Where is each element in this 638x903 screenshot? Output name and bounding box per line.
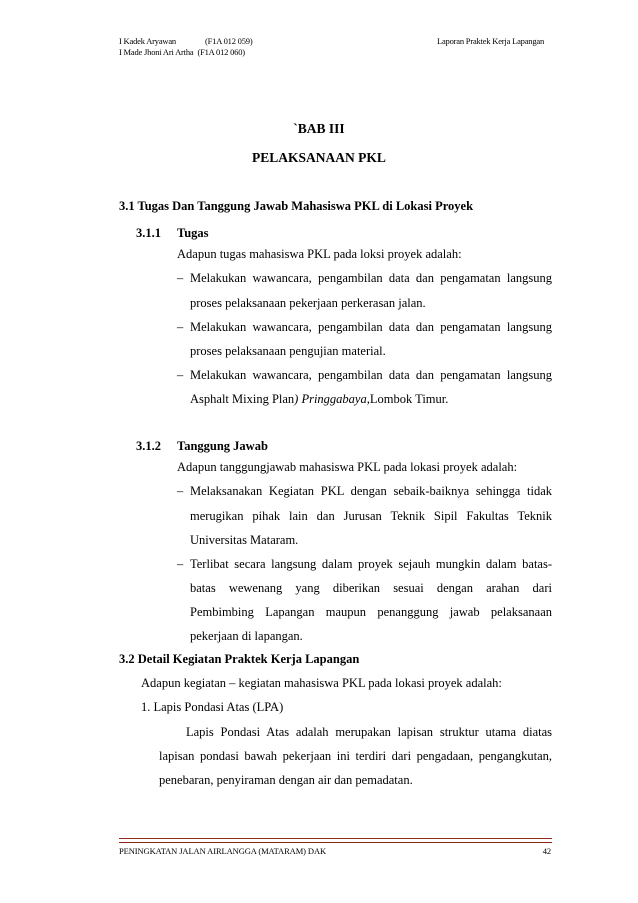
list-item-line: Melaksanakan Kegiatan PKL dengan sebaik-baiknya sehingga tidak [190, 484, 552, 498]
subsection-intro: Adapun tanggungjawab mahasiswa PKL pada lokasi proyek adalah: [177, 460, 518, 474]
list-item-line: Melakukan wawancara, pengambilan data dan pengamatan langsung [190, 271, 552, 285]
list-item-line: Terlibat secara langsung dalam proyek sejauh mungkin dalam batas- [190, 557, 552, 571]
list-item-line: proses pelaksanaan pengujian material. [190, 344, 386, 358]
author-row [119, 47, 419, 58]
text-segment [190, 392, 448, 407]
paragraph-line: penebaran, penyiraman dengan air dan pemadatan. [159, 773, 413, 787]
chapter-number: `BAB III [293, 121, 345, 136]
list-bullet: – [177, 368, 184, 382]
list-item-line: Melakukan wawancara, pengambilan data dan pengamatan langsung [190, 368, 552, 382]
list-item-line: proses pelaksanaan pekerjaan perkerasan jalan. [190, 296, 426, 310]
italic-term: ) Pringgabaya, [294, 392, 370, 406]
author-name: I Kadek Aryawan [119, 36, 176, 46]
numbered-item-title: 1. Lapis Pondasi Atas (LPA) [141, 700, 284, 714]
chapter-title: PELAKSANAAN PKL [252, 150, 386, 165]
header-authors [119, 36, 419, 58]
text-segment: Lombok Timur. [369, 392, 449, 406]
paragraph-line: lapisan pondasi bawah pekerjaan ini terdiri dari pengadaan, pengangkutan, [159, 749, 552, 763]
list-item-line: Universitas Mataram. [190, 533, 299, 547]
subsection-number: 3.1.2 [136, 439, 161, 453]
header-report-title: Laporan Praktek Kerja Lapangan [436, 36, 544, 46]
list-item-line: Pembimbing Lapangan maupun penanggung jawab pelaksanaan [190, 605, 552, 619]
list-bullet: – [177, 484, 184, 498]
paragraph-line: Lapis Pondasi Atas adalah merupakan lapisan struktur utama diatas [186, 725, 552, 739]
list-item-line: pekerjaan di lapangan. [190, 629, 303, 643]
section-heading-3-2: 3.2 Detail Kegiatan Praktek Kerja Lapangan [119, 652, 360, 666]
author-name: I Made Jhoni Ari Artha [119, 47, 194, 57]
list-bullet: – [177, 557, 184, 571]
subsection-title: Tanggung Jawab [177, 439, 268, 453]
footer-rule [119, 838, 552, 839]
section-intro: Adapun kegiatan – kegiatan mahasiswa PKL pada lokasi proyek adalah: [141, 676, 502, 690]
list-item-line: Melakukan wawancara, pengambilan data dan pengamatan langsung [190, 320, 552, 334]
footer-project-title: PENINGKATAN JALAN AIRLANGGA (MATARAM) DAK [119, 846, 327, 856]
text-segment: Asphalt Mixing Plan [190, 392, 295, 406]
author-id: (F1A 012 059) [205, 36, 253, 46]
subsection-intro: Adapun tugas mahasiswa PKL pada loksi proyek adalah: [177, 247, 462, 261]
list-item-line: batas wewenang yang diberikan sesuai dengan arahan dari [190, 581, 552, 595]
author-row [119, 36, 419, 47]
list-item-line [190, 392, 552, 407]
page-number: 42 [542, 846, 551, 856]
footer-rule [119, 842, 552, 843]
subsection-number: 3.1.1 [136, 226, 161, 240]
list-bullet: – [177, 320, 184, 334]
list-bullet: – [177, 271, 184, 285]
subsection-title: Tugas [177, 226, 209, 240]
author-id: (F1A 012 060) [197, 47, 245, 57]
section-heading-3-1: 3.1 Tugas Dan Tanggung Jawab Mahasiswa PKL di Lokasi Proyek [119, 199, 474, 213]
list-item-line: merugikan pihak lain dan Jurusan Teknik Sipil Fakultas Teknik [190, 509, 552, 523]
